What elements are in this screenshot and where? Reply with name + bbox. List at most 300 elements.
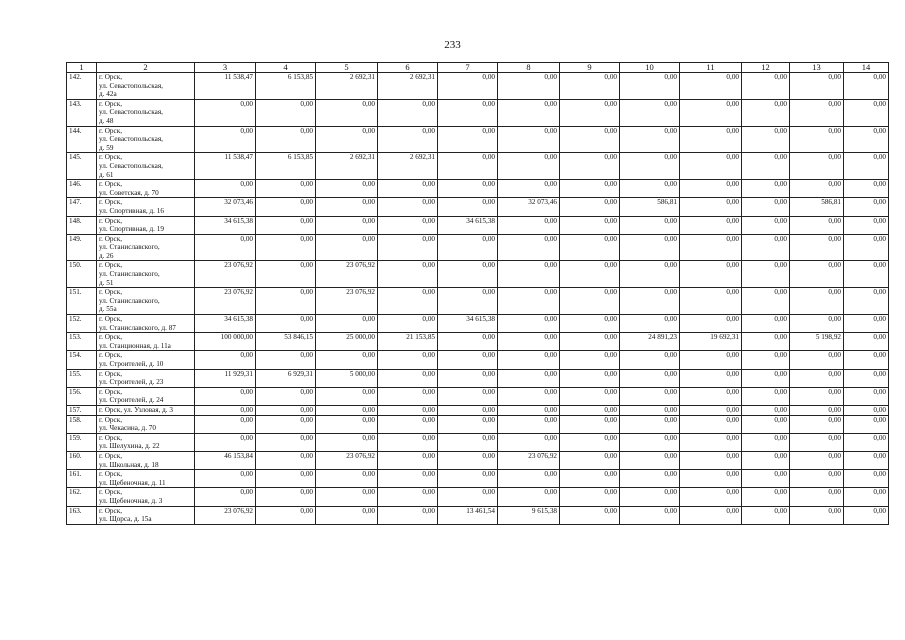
value-cell: 0,00 xyxy=(195,433,256,451)
value-cell: 0,00 xyxy=(438,288,498,315)
value-cell: 0,00 xyxy=(195,126,256,153)
value-cell: 0,00 xyxy=(498,333,560,351)
value-cell: 0,00 xyxy=(256,405,316,415)
value-cell: 0,00 xyxy=(316,351,378,369)
value-cell: 0,00 xyxy=(790,153,844,180)
value-cell: 0,00 xyxy=(316,315,378,333)
row-number: 142. xyxy=(67,73,97,100)
value-cell: 0,00 xyxy=(790,506,844,524)
value-cell: 0,00 xyxy=(742,315,790,333)
value-cell: 0,00 xyxy=(844,73,889,100)
address-cell xyxy=(97,234,195,261)
row-number: 144. xyxy=(67,126,97,153)
value-cell: 586,81 xyxy=(620,198,680,216)
value-cell: 0,00 xyxy=(438,126,498,153)
value-cell: 0,00 xyxy=(680,451,742,469)
address-line: ул. Севастопольская, xyxy=(99,161,163,170)
address-line: г. Орск, xyxy=(99,261,122,270)
table-row xyxy=(67,387,889,405)
value-cell: 0,00 xyxy=(498,153,560,180)
address-line: г. Орск, xyxy=(99,415,122,424)
value-cell: 0,00 xyxy=(316,488,378,506)
value-cell: 0,00 xyxy=(844,506,889,524)
value-cell: 0,00 xyxy=(195,415,256,433)
column-header: 3 xyxy=(195,63,256,73)
address-line: д. 51 xyxy=(99,278,114,287)
value-cell: 0,00 xyxy=(790,180,844,198)
value-cell: 0,00 xyxy=(316,99,378,126)
value-cell: 0,00 xyxy=(378,451,438,469)
value-cell: 0,00 xyxy=(378,351,438,369)
value-cell: 2 692,31 xyxy=(316,153,378,180)
address-line: г. Орск, xyxy=(99,433,122,442)
column-header: 4 xyxy=(256,63,316,73)
value-cell: 5 198,92 xyxy=(790,333,844,351)
column-header: 8 xyxy=(498,63,560,73)
value-cell: 0,00 xyxy=(844,351,889,369)
value-cell: 0,00 xyxy=(680,198,742,216)
column-header: 12 xyxy=(742,63,790,73)
row-number: 151. xyxy=(67,288,97,315)
value-cell: 0,00 xyxy=(620,451,680,469)
value-cell: 0,00 xyxy=(620,405,680,415)
address-cell xyxy=(97,99,195,126)
value-cell: 0,00 xyxy=(560,198,620,216)
value-cell: 0,00 xyxy=(680,470,742,488)
value-cell: 0,00 xyxy=(498,405,560,415)
column-header: 11 xyxy=(680,63,742,73)
value-cell: 0,00 xyxy=(844,180,889,198)
value-cell: 0,00 xyxy=(844,433,889,451)
value-cell: 0,00 xyxy=(438,369,498,387)
value-cell: 0,00 xyxy=(680,387,742,405)
value-cell: 0,00 xyxy=(620,288,680,315)
value-cell: 23 076,92 xyxy=(195,506,256,524)
value-cell: 0,00 xyxy=(844,198,889,216)
value-cell: 0,00 xyxy=(680,126,742,153)
value-cell: 0,00 xyxy=(742,470,790,488)
value-cell: 0,00 xyxy=(316,415,378,433)
value-cell: 0,00 xyxy=(680,433,742,451)
value-cell: 0,00 xyxy=(438,99,498,126)
table-row xyxy=(67,470,889,488)
value-cell: 0,00 xyxy=(256,261,316,288)
value-cell: 0,00 xyxy=(378,126,438,153)
value-cell: 0,00 xyxy=(256,387,316,405)
value-cell: 0,00 xyxy=(378,506,438,524)
row-number: 162. xyxy=(67,488,97,506)
value-cell: 0,00 xyxy=(620,234,680,261)
row-number: 153. xyxy=(67,333,97,351)
table-row xyxy=(67,261,889,288)
address-line: ул. Спортивная, д. 19 xyxy=(99,225,164,234)
value-cell: 0,00 xyxy=(790,261,844,288)
value-cell: 0,00 xyxy=(742,73,790,100)
value-cell: 0,00 xyxy=(790,451,844,469)
value-cell: 0,00 xyxy=(378,99,438,126)
value-cell: 0,00 xyxy=(620,415,680,433)
value-cell: 0,00 xyxy=(790,405,844,415)
value-cell: 23 076,92 xyxy=(316,288,378,315)
row-number: 152. xyxy=(67,315,97,333)
value-cell: 0,00 xyxy=(256,216,316,234)
value-cell: 0,00 xyxy=(498,288,560,315)
address-cell xyxy=(97,470,195,488)
address-line: г. Орск, xyxy=(99,73,122,81)
value-cell: 0,00 xyxy=(560,470,620,488)
value-cell: 6 153,85 xyxy=(256,153,316,180)
value-cell: 0,00 xyxy=(620,433,680,451)
value-cell: 0,00 xyxy=(256,433,316,451)
value-cell: 0,00 xyxy=(620,315,680,333)
address-line: г. Орск, xyxy=(99,451,122,460)
value-cell: 0,00 xyxy=(498,234,560,261)
value-cell: 0,00 xyxy=(620,351,680,369)
value-cell: 0,00 xyxy=(620,369,680,387)
address-line: г. Орск, xyxy=(99,506,122,515)
value-cell: 0,00 xyxy=(560,351,620,369)
address-cell xyxy=(97,288,195,315)
value-cell: 0,00 xyxy=(256,470,316,488)
address-line: ул. Станиславского, xyxy=(99,296,160,305)
row-number: 143. xyxy=(67,99,97,126)
value-cell: 0,00 xyxy=(742,216,790,234)
table-row xyxy=(67,405,889,415)
value-cell: 0,00 xyxy=(438,433,498,451)
value-cell: 0,00 xyxy=(742,415,790,433)
value-cell: 0,00 xyxy=(844,387,889,405)
address-line: г. Орск, xyxy=(99,234,122,243)
value-cell: 0,00 xyxy=(790,433,844,451)
address-line: г. Орск, xyxy=(99,333,122,342)
value-cell: 0,00 xyxy=(498,470,560,488)
value-cell: 0,00 xyxy=(195,488,256,506)
table-row xyxy=(67,488,889,506)
value-cell: 23 076,92 xyxy=(195,288,256,315)
value-cell: 0,00 xyxy=(844,153,889,180)
value-cell: 0,00 xyxy=(560,333,620,351)
value-cell: 0,00 xyxy=(844,405,889,415)
value-cell: 100 000,00 xyxy=(195,333,256,351)
address-line: г. Орск, xyxy=(99,99,122,108)
address-line: ул. Чекасина, д. 70 xyxy=(99,424,156,433)
value-cell: 0,00 xyxy=(742,234,790,261)
value-cell: 2 692,31 xyxy=(378,153,438,180)
value-cell: 0,00 xyxy=(498,351,560,369)
table-row xyxy=(67,216,889,234)
value-cell: 0,00 xyxy=(742,198,790,216)
value-cell: 0,00 xyxy=(438,73,498,100)
address-line: г. Орск, xyxy=(99,387,122,396)
value-cell: 34 615,38 xyxy=(195,216,256,234)
row-number: 148. xyxy=(67,216,97,234)
value-cell: 0,00 xyxy=(438,488,498,506)
value-cell: 0,00 xyxy=(790,288,844,315)
value-cell: 0,00 xyxy=(844,488,889,506)
value-cell: 0,00 xyxy=(844,315,889,333)
value-cell: 0,00 xyxy=(680,488,742,506)
value-cell: 0,00 xyxy=(316,506,378,524)
address-cell xyxy=(97,153,195,180)
value-cell: 0,00 xyxy=(742,126,790,153)
value-cell: 0,00 xyxy=(844,216,889,234)
value-cell: 0,00 xyxy=(438,405,498,415)
value-cell: 0,00 xyxy=(378,261,438,288)
value-cell: 0,00 xyxy=(742,405,790,415)
value-cell: 0,00 xyxy=(742,387,790,405)
value-cell: 0,00 xyxy=(438,351,498,369)
row-number: 155. xyxy=(67,369,97,387)
value-cell: 0,00 xyxy=(790,99,844,126)
value-cell: 21 153,85 xyxy=(378,333,438,351)
value-cell: 0,00 xyxy=(316,470,378,488)
value-cell: 34 615,38 xyxy=(438,216,498,234)
value-cell: 0,00 xyxy=(256,99,316,126)
value-cell: 0,00 xyxy=(742,153,790,180)
address-cell xyxy=(97,73,195,100)
value-cell: 0,00 xyxy=(680,234,742,261)
value-cell: 0,00 xyxy=(560,153,620,180)
value-cell: 0,00 xyxy=(498,369,560,387)
value-cell: 0,00 xyxy=(498,126,560,153)
value-cell: 32 073,46 xyxy=(195,198,256,216)
table-row xyxy=(67,180,889,198)
value-cell: 0,00 xyxy=(844,451,889,469)
value-cell: 0,00 xyxy=(256,488,316,506)
value-cell: 0,00 xyxy=(844,288,889,315)
table-row xyxy=(67,351,889,369)
value-cell: 0,00 xyxy=(316,180,378,198)
value-cell: 0,00 xyxy=(560,180,620,198)
address-line: г. Орск, xyxy=(99,198,122,207)
value-cell: 0,00 xyxy=(560,126,620,153)
row-number: 146. xyxy=(67,180,97,198)
value-cell: 0,00 xyxy=(790,387,844,405)
value-cell: 0,00 xyxy=(620,73,680,100)
value-cell: 0,00 xyxy=(844,470,889,488)
value-cell: 0,00 xyxy=(195,234,256,261)
address-line: д. 55а xyxy=(99,305,117,314)
value-cell: 0,00 xyxy=(742,351,790,369)
value-cell: 0,00 xyxy=(680,73,742,100)
value-cell: 0,00 xyxy=(790,315,844,333)
value-cell: 0,00 xyxy=(195,180,256,198)
value-cell: 0,00 xyxy=(620,261,680,288)
value-cell: 0,00 xyxy=(560,216,620,234)
table-row xyxy=(67,73,889,100)
value-cell: 0,00 xyxy=(256,315,316,333)
column-header: 9 xyxy=(560,63,620,73)
value-cell: 0,00 xyxy=(195,470,256,488)
value-cell: 0,00 xyxy=(620,99,680,126)
value-cell: 0,00 xyxy=(438,387,498,405)
value-cell: 0,00 xyxy=(620,506,680,524)
value-cell: 0,00 xyxy=(316,198,378,216)
value-cell: 13 461,54 xyxy=(438,506,498,524)
value-cell: 0,00 xyxy=(438,180,498,198)
value-cell: 0,00 xyxy=(560,261,620,288)
value-cell: 0,00 xyxy=(620,126,680,153)
address-cell xyxy=(97,315,195,333)
value-cell: 23 076,92 xyxy=(316,261,378,288)
value-cell: 0,00 xyxy=(844,99,889,126)
value-cell: 6 153,85 xyxy=(256,73,316,100)
address-cell xyxy=(97,488,195,506)
value-cell: 0,00 xyxy=(438,470,498,488)
value-cell: 0,00 xyxy=(378,315,438,333)
header-row xyxy=(67,63,889,73)
value-cell: 0,00 xyxy=(378,488,438,506)
address-line: ул. Станиславского, д. 87 xyxy=(99,323,176,332)
value-cell: 0,00 xyxy=(378,433,438,451)
value-cell: 23 076,92 xyxy=(316,451,378,469)
row-number: 147. xyxy=(67,198,97,216)
value-cell: 0,00 xyxy=(560,99,620,126)
address-line: ул. Станционная, д. 11а xyxy=(99,341,171,350)
value-cell: 0,00 xyxy=(742,451,790,469)
address-line: ул. Станиславского, xyxy=(99,243,160,252)
value-cell: 0,00 xyxy=(256,198,316,216)
budget-table xyxy=(66,62,889,525)
address-line: г. Орск, xyxy=(99,369,122,378)
value-cell: 11 538,47 xyxy=(195,153,256,180)
value-cell: 53 846,15 xyxy=(256,333,316,351)
page-number: 233 xyxy=(444,39,461,51)
value-cell: 0,00 xyxy=(742,369,790,387)
address-line: г. Орск, xyxy=(99,153,122,162)
table-row xyxy=(67,451,889,469)
value-cell: 0,00 xyxy=(790,369,844,387)
column-header: 1 xyxy=(67,63,97,73)
value-cell: 0,00 xyxy=(316,405,378,415)
address-line: г. Орск, ул. Узловая, д. 3 xyxy=(99,405,173,414)
value-cell: 0,00 xyxy=(560,405,620,415)
value-cell: 0,00 xyxy=(256,351,316,369)
address-line: г. Орск, xyxy=(99,126,122,135)
value-cell: 0,00 xyxy=(790,216,844,234)
value-cell: 0,00 xyxy=(560,73,620,100)
value-cell: 0,00 xyxy=(378,405,438,415)
table-row xyxy=(67,506,889,524)
value-cell: 0,00 xyxy=(256,288,316,315)
table-row xyxy=(67,198,889,216)
row-number: 157. xyxy=(67,405,97,415)
table-row xyxy=(67,153,889,180)
value-cell: 0,00 xyxy=(742,99,790,126)
value-cell: 19 692,31 xyxy=(680,333,742,351)
value-cell: 0,00 xyxy=(560,387,620,405)
address-line: ул. Севастопольская, xyxy=(99,108,163,117)
value-cell: 0,00 xyxy=(844,234,889,261)
row-number: 161. xyxy=(67,470,97,488)
address-line: г. Орск, xyxy=(99,216,122,225)
value-cell: 0,00 xyxy=(256,180,316,198)
table-row xyxy=(67,288,889,315)
value-cell: 0,00 xyxy=(620,470,680,488)
value-cell: 0,00 xyxy=(680,415,742,433)
address-line: ул. Севастопольская, xyxy=(99,135,163,144)
value-cell: 0,00 xyxy=(378,288,438,315)
address-cell xyxy=(97,333,195,351)
address-line: г. Орск, xyxy=(99,351,122,360)
value-cell: 0,00 xyxy=(560,288,620,315)
value-cell: 0,00 xyxy=(256,506,316,524)
address-line: ул. Севастопольская, xyxy=(99,81,163,90)
address-line: ул. Строителей, д. 24 xyxy=(99,396,164,405)
address-line: ул. Щорса, д. 15а xyxy=(99,515,152,524)
value-cell: 0,00 xyxy=(256,234,316,261)
value-cell: 0,00 xyxy=(498,261,560,288)
value-cell: 0,00 xyxy=(378,216,438,234)
value-cell: 0,00 xyxy=(378,234,438,261)
value-cell: 0,00 xyxy=(560,451,620,469)
address-line: д. 42а xyxy=(99,90,117,99)
value-cell: 0,00 xyxy=(742,180,790,198)
value-cell: 0,00 xyxy=(378,470,438,488)
row-number: 156. xyxy=(67,387,97,405)
address-line: г. Орск, xyxy=(99,288,122,297)
value-cell: 586,81 xyxy=(790,198,844,216)
value-cell: 23 076,92 xyxy=(498,451,560,469)
value-cell: 0,00 xyxy=(498,315,560,333)
address-line: д. 48 xyxy=(99,116,114,125)
value-cell: 2 692,31 xyxy=(378,73,438,100)
address-line: ул. Строителей, д. 23 xyxy=(99,378,164,387)
value-cell: 25 000,00 xyxy=(316,333,378,351)
address-cell xyxy=(97,415,195,433)
address-line: г. Орск, xyxy=(99,488,122,497)
value-cell: 0,00 xyxy=(560,315,620,333)
value-cell: 0,00 xyxy=(560,369,620,387)
table-body xyxy=(67,73,889,525)
row-number: 158. xyxy=(67,415,97,433)
address-line: ул. Станиславского, xyxy=(99,270,160,279)
address-line: ул. Шелухина, д. 22 xyxy=(99,442,160,451)
value-cell: 0,00 xyxy=(378,415,438,433)
row-number: 159. xyxy=(67,433,97,451)
value-cell: 0,00 xyxy=(498,387,560,405)
value-cell: 23 076,92 xyxy=(195,261,256,288)
value-cell: 0,00 xyxy=(844,333,889,351)
value-cell: 11 538,47 xyxy=(195,73,256,100)
value-cell: 0,00 xyxy=(560,488,620,506)
table-row xyxy=(67,315,889,333)
value-cell: 0,00 xyxy=(680,288,742,315)
value-cell: 0,00 xyxy=(742,288,790,315)
value-cell: 0,00 xyxy=(498,433,560,451)
value-cell: 0,00 xyxy=(680,216,742,234)
value-cell: 0,00 xyxy=(195,351,256,369)
value-cell: 0,00 xyxy=(742,433,790,451)
value-cell: 0,00 xyxy=(560,415,620,433)
value-cell: 0,00 xyxy=(790,234,844,261)
address-cell xyxy=(97,506,195,524)
value-cell: 0,00 xyxy=(790,351,844,369)
value-cell: 0,00 xyxy=(438,333,498,351)
value-cell: 0,00 xyxy=(680,261,742,288)
table-row xyxy=(67,234,889,261)
value-cell: 6 929,31 xyxy=(256,369,316,387)
value-cell: 9 615,38 xyxy=(498,506,560,524)
table-row xyxy=(67,126,889,153)
value-cell: 0,00 xyxy=(844,261,889,288)
value-cell: 0,00 xyxy=(620,387,680,405)
value-cell: 0,00 xyxy=(498,415,560,433)
address-cell xyxy=(97,126,195,153)
address-line: ул. Спортивная, д. 16 xyxy=(99,206,164,215)
value-cell: 0,00 xyxy=(560,506,620,524)
value-cell: 0,00 xyxy=(256,415,316,433)
